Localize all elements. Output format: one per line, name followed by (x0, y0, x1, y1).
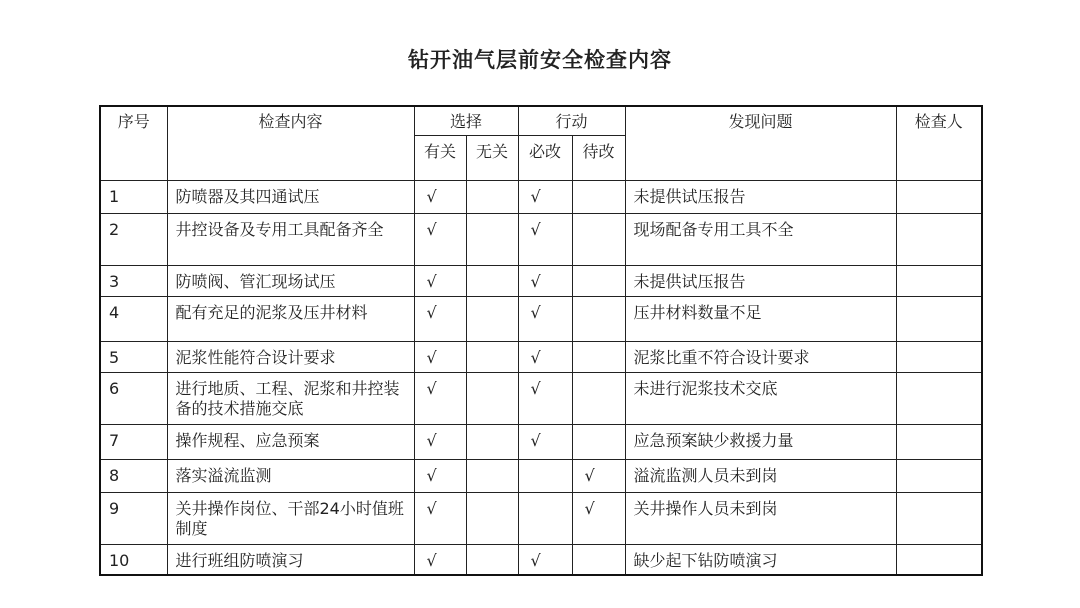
related-mark: √ (414, 372, 466, 424)
unrelated-mark (466, 544, 518, 575)
pending-mark (572, 341, 625, 372)
inspector-cell (896, 424, 982, 459)
must-fix-mark (518, 459, 572, 492)
row-number: 1 (100, 180, 167, 213)
unrelated-mark (466, 213, 518, 265)
header-action-pending: 待改 (572, 135, 625, 180)
check-item: 进行地质、工程、泥浆和井控装备的技术措施交底 (167, 372, 414, 424)
must-fix-mark (518, 492, 572, 544)
issue-found: 缺少起下钻防喷演习 (625, 544, 896, 575)
table-row (100, 213, 982, 265)
inspector-cell (896, 265, 982, 296)
check-item: 进行班组防喷演习 (167, 544, 414, 575)
must-fix-mark: √ (518, 424, 572, 459)
inspector-cell (896, 492, 982, 544)
related-mark: √ (414, 265, 466, 296)
must-fix-mark: √ (518, 180, 572, 213)
row-number: 4 (100, 296, 167, 341)
header-select-yes: 有关 (414, 135, 466, 180)
table-row (100, 424, 982, 459)
header-action-must: 必改 (518, 135, 572, 180)
row-number: 3 (100, 265, 167, 296)
unrelated-mark (466, 265, 518, 296)
table-row (100, 372, 982, 424)
inspector-cell (896, 341, 982, 372)
header-select: 选择 (414, 106, 518, 135)
inspection-table (99, 105, 983, 576)
header-content: 检查内容 (167, 106, 414, 180)
row-number: 2 (100, 213, 167, 265)
related-mark: √ (414, 296, 466, 341)
issue-found: 关井操作人员未到岗 (625, 492, 896, 544)
must-fix-mark: √ (518, 265, 572, 296)
related-mark: √ (414, 180, 466, 213)
pending-mark (572, 544, 625, 575)
check-item: 落实溢流监测 (167, 459, 414, 492)
row-number: 10 (100, 544, 167, 575)
row-number: 6 (100, 372, 167, 424)
header-index: 序号 (100, 106, 167, 180)
unrelated-mark (466, 372, 518, 424)
pending-mark (572, 265, 625, 296)
issue-found: 现场配备专用工具不全 (625, 213, 896, 265)
table-row (100, 265, 982, 296)
pending-mark (572, 213, 625, 265)
row-number: 8 (100, 459, 167, 492)
table-row (100, 296, 982, 341)
inspector-cell (896, 372, 982, 424)
pending-mark: √ (572, 492, 625, 544)
header-row-1 (100, 106, 982, 135)
table-row (100, 544, 982, 575)
unrelated-mark (466, 341, 518, 372)
inspector-cell (896, 459, 982, 492)
row-number: 5 (100, 341, 167, 372)
must-fix-mark: √ (518, 296, 572, 341)
pending-mark (572, 372, 625, 424)
table-row (100, 459, 982, 492)
pending-mark: √ (572, 459, 625, 492)
must-fix-mark: √ (518, 213, 572, 265)
document-title: 钻开油气层前安全检查内容 (408, 48, 672, 72)
row-number: 9 (100, 492, 167, 544)
check-item: 泥浆性能符合设计要求 (167, 341, 414, 372)
pending-mark (572, 424, 625, 459)
related-mark: √ (414, 492, 466, 544)
inspector-cell (896, 213, 982, 265)
check-item: 防喷阀、管汇现场试压 (167, 265, 414, 296)
unrelated-mark (466, 492, 518, 544)
table-row (100, 341, 982, 372)
check-item: 防喷器及其四通试压 (167, 180, 414, 213)
issue-found: 泥浆比重不符合设计要求 (625, 341, 896, 372)
header-action: 行动 (518, 106, 625, 135)
inspector-cell (896, 296, 982, 341)
must-fix-mark: √ (518, 544, 572, 575)
pending-mark (572, 180, 625, 213)
header-inspector: 检查人 (896, 106, 982, 180)
inspector-cell (896, 544, 982, 575)
header-select-no: 无关 (466, 135, 518, 180)
check-item: 操作规程、应急预案 (167, 424, 414, 459)
unrelated-mark (466, 459, 518, 492)
unrelated-mark (466, 296, 518, 341)
unrelated-mark (466, 180, 518, 213)
table-row (100, 492, 982, 544)
check-item: 配有充足的泥浆及压井材料 (167, 296, 414, 341)
related-mark: √ (414, 424, 466, 459)
pending-mark (572, 296, 625, 341)
must-fix-mark: √ (518, 341, 572, 372)
related-mark: √ (414, 341, 466, 372)
issue-found: 未提供试压报告 (625, 180, 896, 213)
header-issue: 发现问题 (625, 106, 896, 180)
unrelated-mark (466, 424, 518, 459)
issue-found: 未提供试压报告 (625, 265, 896, 296)
issue-found: 溢流监测人员未到岗 (625, 459, 896, 492)
must-fix-mark: √ (518, 372, 572, 424)
issue-found: 压井材料数量不足 (625, 296, 896, 341)
related-mark: √ (414, 459, 466, 492)
inspector-cell (896, 180, 982, 213)
table-row (100, 180, 982, 213)
issue-found: 应急预案缺少救援力量 (625, 424, 896, 459)
check-item: 关井操作岗位、干部24小时值班制度 (167, 492, 414, 544)
check-item: 井控设备及专用工具配备齐全 (167, 213, 414, 265)
related-mark: √ (414, 213, 466, 265)
related-mark: √ (414, 544, 466, 575)
issue-found: 未进行泥浆技术交底 (625, 372, 896, 424)
row-number: 7 (100, 424, 167, 459)
